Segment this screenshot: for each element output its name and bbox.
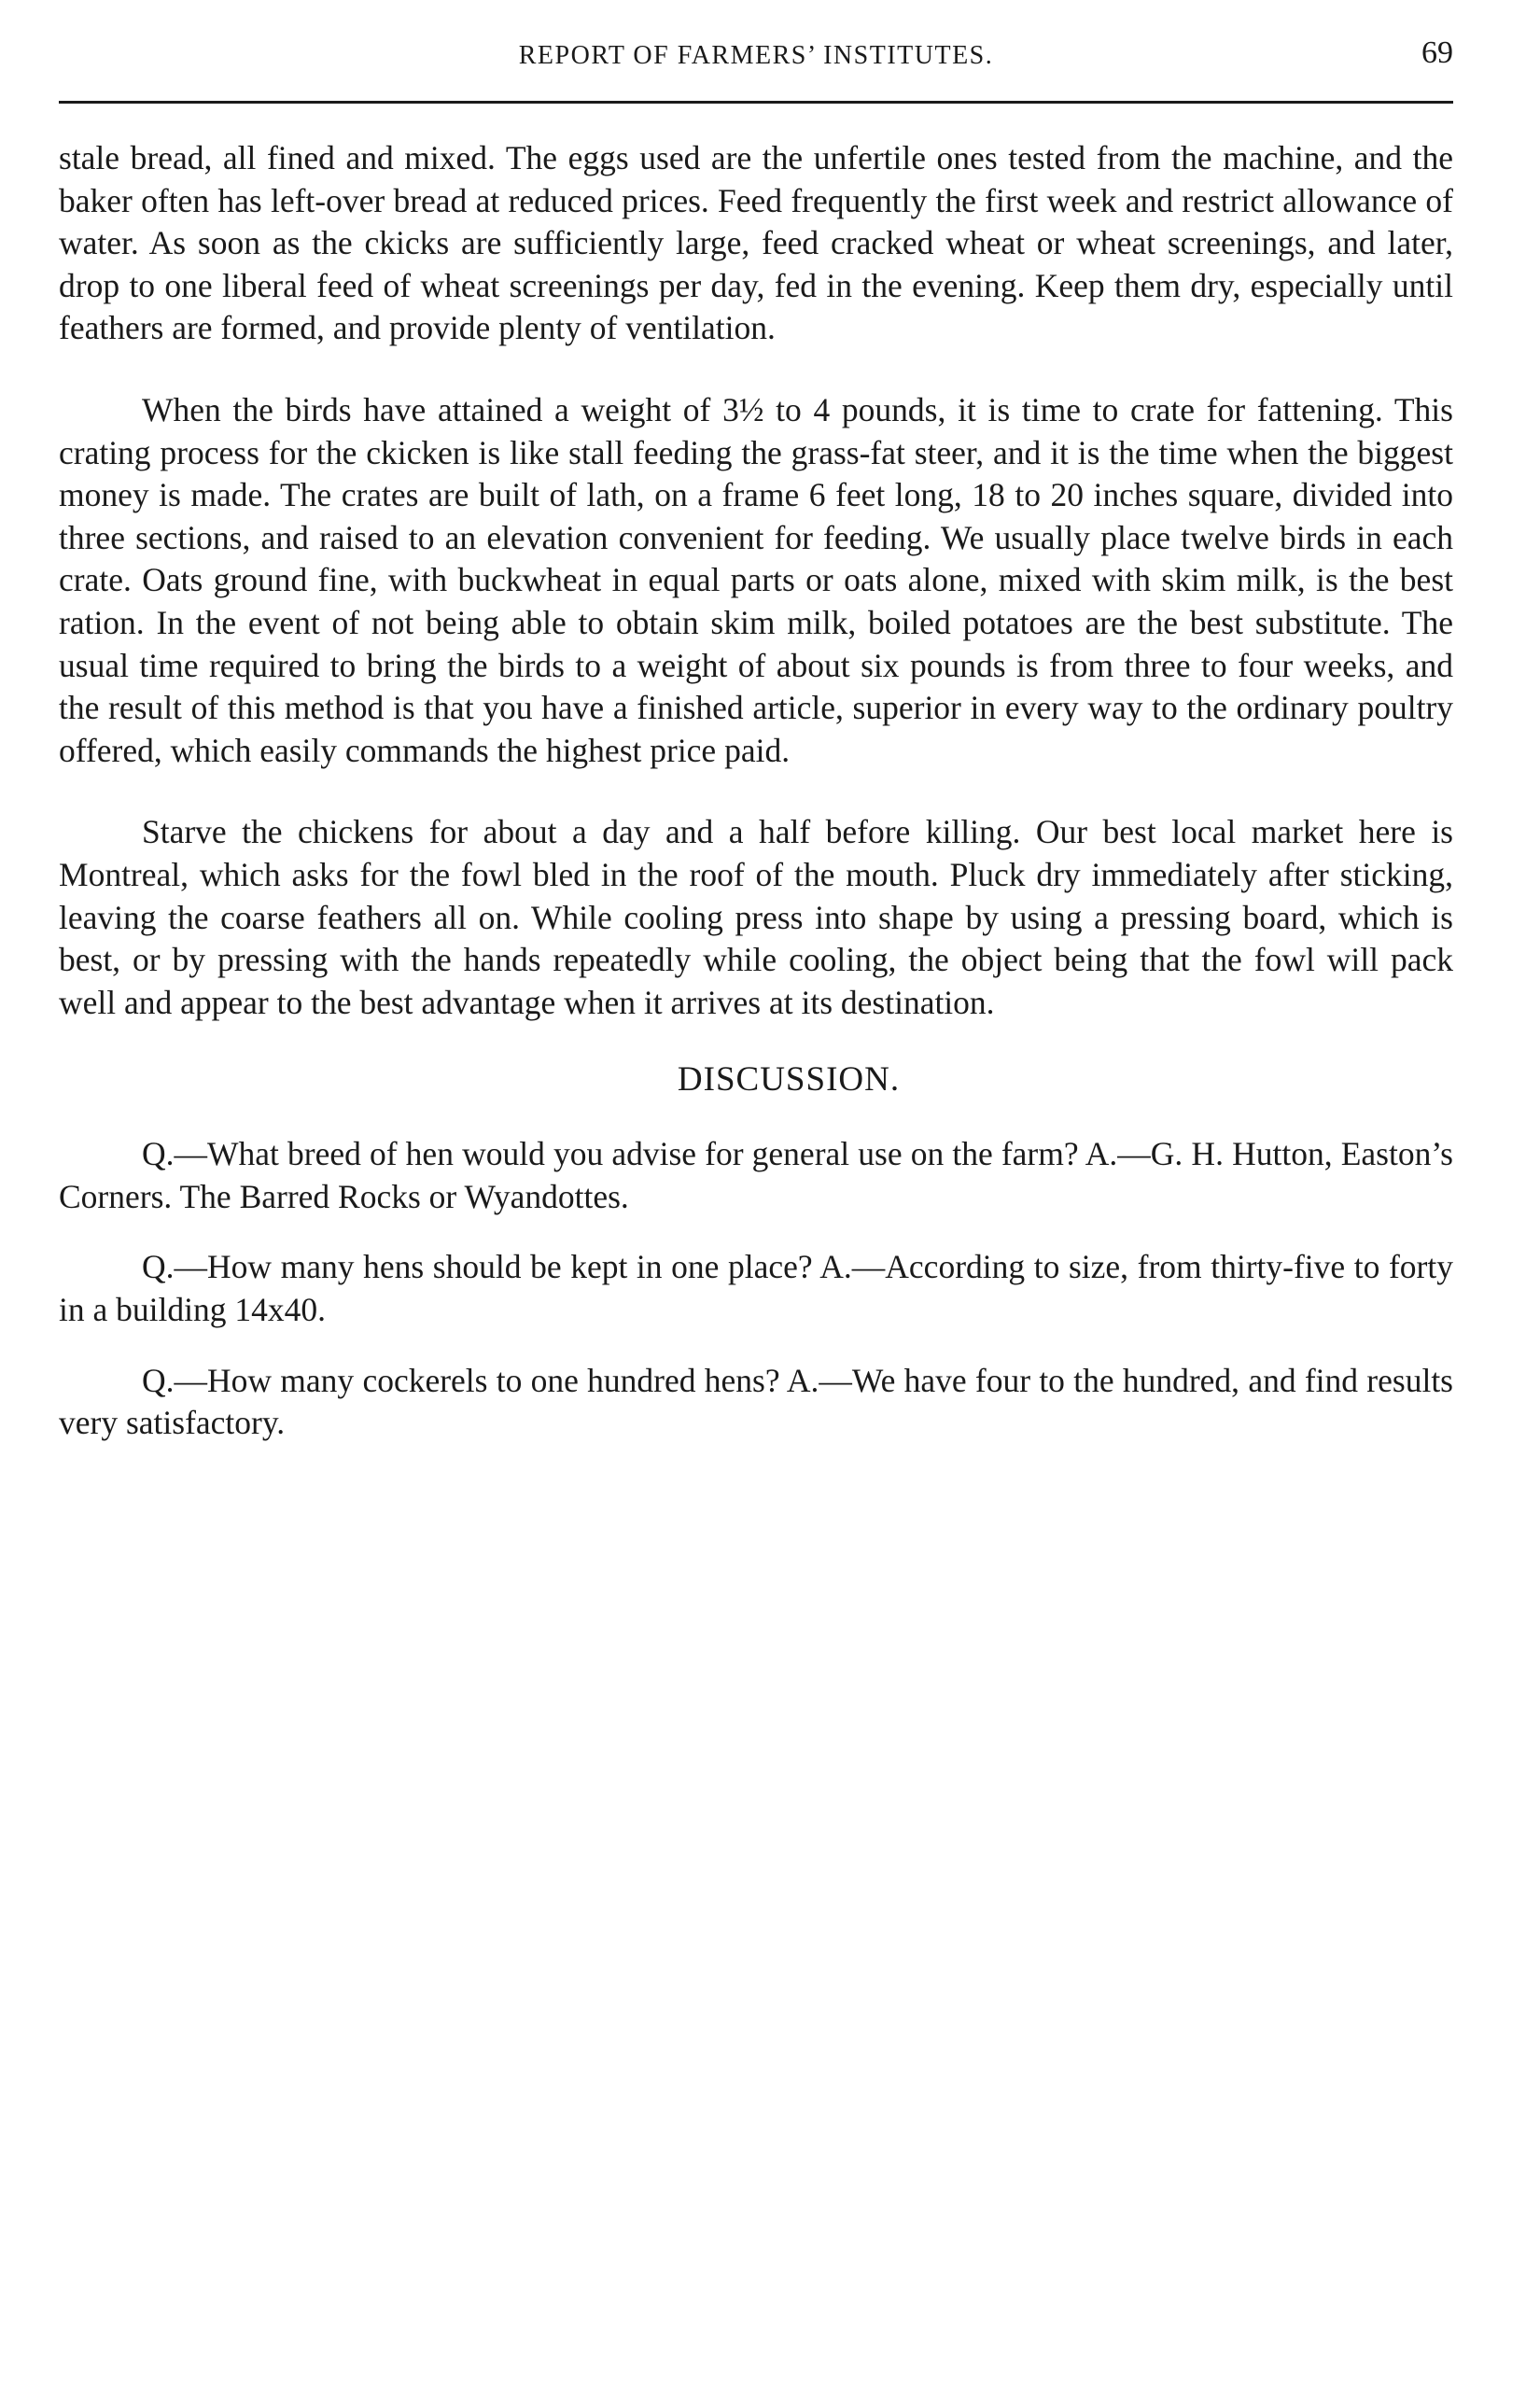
discussion-item: Q.—What breed of hen would you advise for general use on the farm? A.—G. H. Hutton, Easton’s Corners. The Barred Rocks or Wyandottes.: [59, 1135, 1453, 1215]
paragraph-fattening: When the birds have attained a weight of 3½ to 4 pounds, it is time to crate for fattening. This crating process for the ckicken is like stall feeding the grass-fat steer, and it is the time when the biggest money is made. The crates are built of lath, on a frame 6 feet long, 18 to 20 inches square, divided into three sections, and raised to an elevation convenient for feeding. We usually place twelve birds in each crate. Oats ground fine, with buckwheat in equal parts or oats alone, mixed with skim milk, is the best ration. In the event of not being able to obtain skim milk, boiled potatoes are the best substitute. The usual time required to bring the birds to a weight of about six pounds is from three to four weeks, and the result of this method is that you have a finished article, superior in every way to the ordinary poultry offered, which easily commands the highest price paid.: [59, 390, 1453, 769]
body-text: [59, 137, 1453, 1445]
running-title: REPORT OF FARMERS’ INSTITUTES.: [518, 41, 994, 70]
paragraph-killing: Starve the chickens for about a day and a half before killing. Our best local market here is Montreal, which asks for the fowl bled in the roof of the mouth. Pluck dry immediately after sticking, leaving the coarse feathers all on. While cooling press into shape by using a pressing board, which is best, or by pressing with the hands repeatedly while cooling, the object being that the fowl will pack well and appear to the best advantage when it arrives at its destination.: [59, 813, 1453, 1021]
page-number: 69: [1421, 35, 1453, 70]
discussion-item: Q.—How many cockerels to one hundred hens? A.—We have four to the hundred, and find results very satisfactory.: [59, 1361, 1453, 1442]
paragraph-continued: stale bread, all fined and mixed. The eggs used are the unfertile ones tested from the machine, and the baker often has left-over bread at reduced prices. Feed frequently the first week and restrict allowance of water. As soon as the ckicks are sufficiently large, feed cracked wheat or wheat screenings, and later, drop to one liberal feed of wheat screenings per day, fed in the evening. Keep them dry, especially until feathers are formed, and provide plenty of ventilation.: [59, 139, 1453, 347]
section-heading: DISCUSSION.: [677, 1060, 901, 1100]
running-head: [59, 35, 1453, 84]
discussion-item: Q.—How many hens should be kept in one place? A.—According to size, from thirty-five to forty in a building 14x40.: [59, 1248, 1453, 1329]
header-rule: [59, 101, 1453, 104]
document-page: [59, 35, 1453, 1445]
